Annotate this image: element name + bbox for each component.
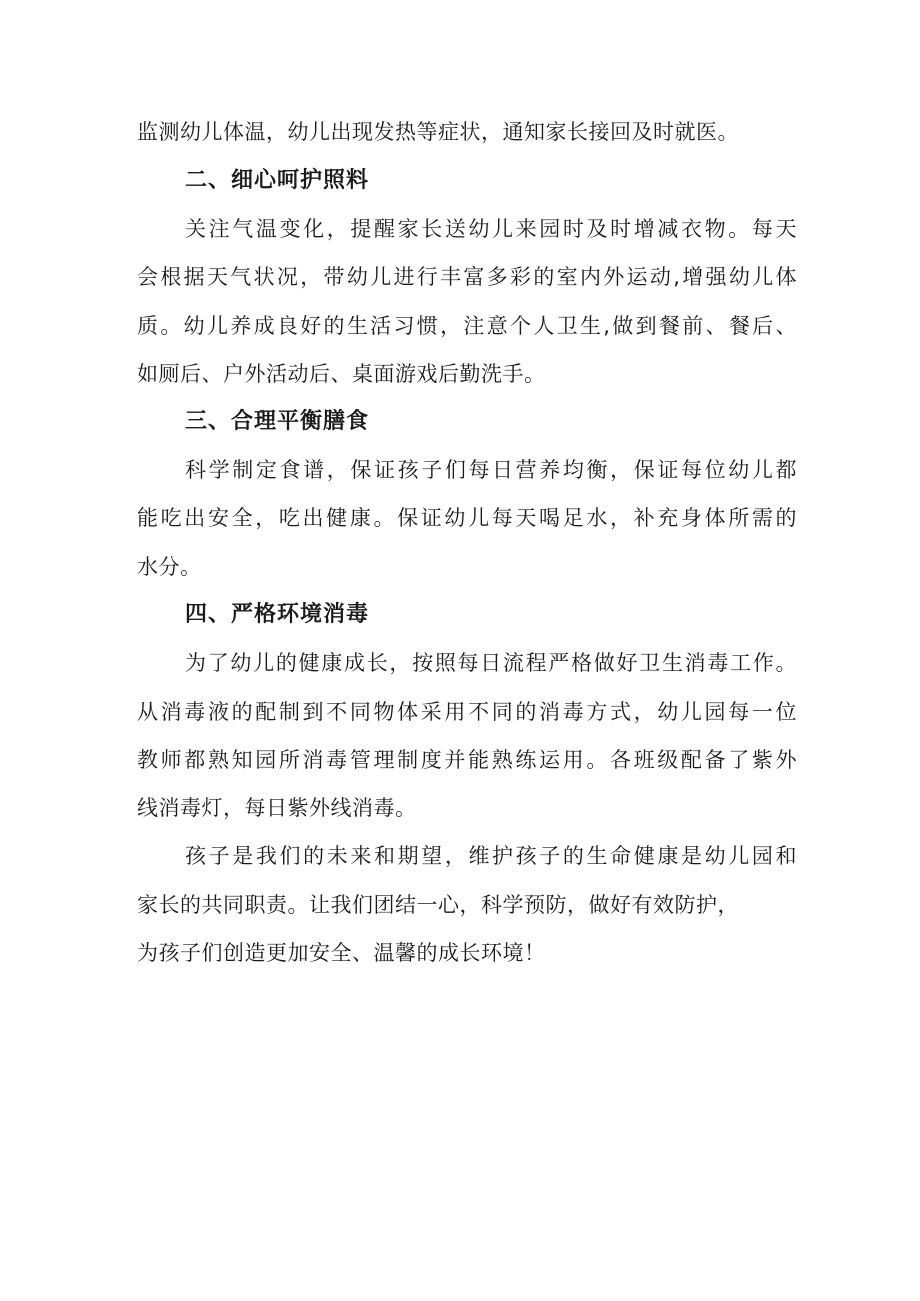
paragraph-line: 质。幼儿养成良好的生活习惯，注意个人卫生,做到餐前、餐后、 (137, 314, 797, 338)
paragraph-line: 如厕后、户外活动后、桌面游戏后勤洗手。 (137, 362, 546, 386)
paragraph-line: 会根据天气状况，带幼儿进行丰富多彩的室内外运动,增强幼儿体 (137, 265, 797, 289)
section-heading: 二、细心呵护照料 (185, 168, 370, 193)
paragraph-line: 水分。 (137, 555, 202, 579)
paragraph-line: 能吃出安全，吃出健康。保证幼儿每天喝足水，补充身体所需的 (137, 506, 797, 530)
paragraph-line: 线消毒灯，每日紫外线消毒。 (137, 796, 417, 820)
paragraph-line: 孩子是我们的未来和期望，维护孩子的生命健康是幼儿园和 (185, 844, 797, 868)
paragraph-line: 科学制定食谱，保证孩子们每日营养均衡，保证每位幼儿都 (185, 458, 797, 482)
paragraph-line: 从消毒液的配制到不同物体采用不同的消毒方式，幼儿园每一位 (137, 700, 797, 724)
section-heading: 三、合理平衡膳食 (185, 409, 370, 434)
paragraph-line: 关注气温变化，提醒家长送幼儿来园时及时增减衣物。每天 (185, 217, 797, 241)
paragraph-line: 教师都熟知园所消毒管理制度并能熟练运用。各班级配备了紫外 (137, 748, 797, 772)
paragraph-line: 监测幼儿体温，幼儿出现发热等症状，通知家长接回及时就医。 (137, 120, 739, 144)
section-heading: 四、严格环境消毒 (185, 602, 370, 627)
paragraph-line: 家长的共同职责。让我们团结一心，科学预防，做好有效防护， (137, 893, 739, 917)
paragraph-line: 为了幼儿的健康成长，按照每日流程严格做好卫生消毒工作。 (185, 651, 797, 675)
paragraph-line: 为孩子们创造更加安全、温馨的成长环境！ (137, 941, 546, 965)
